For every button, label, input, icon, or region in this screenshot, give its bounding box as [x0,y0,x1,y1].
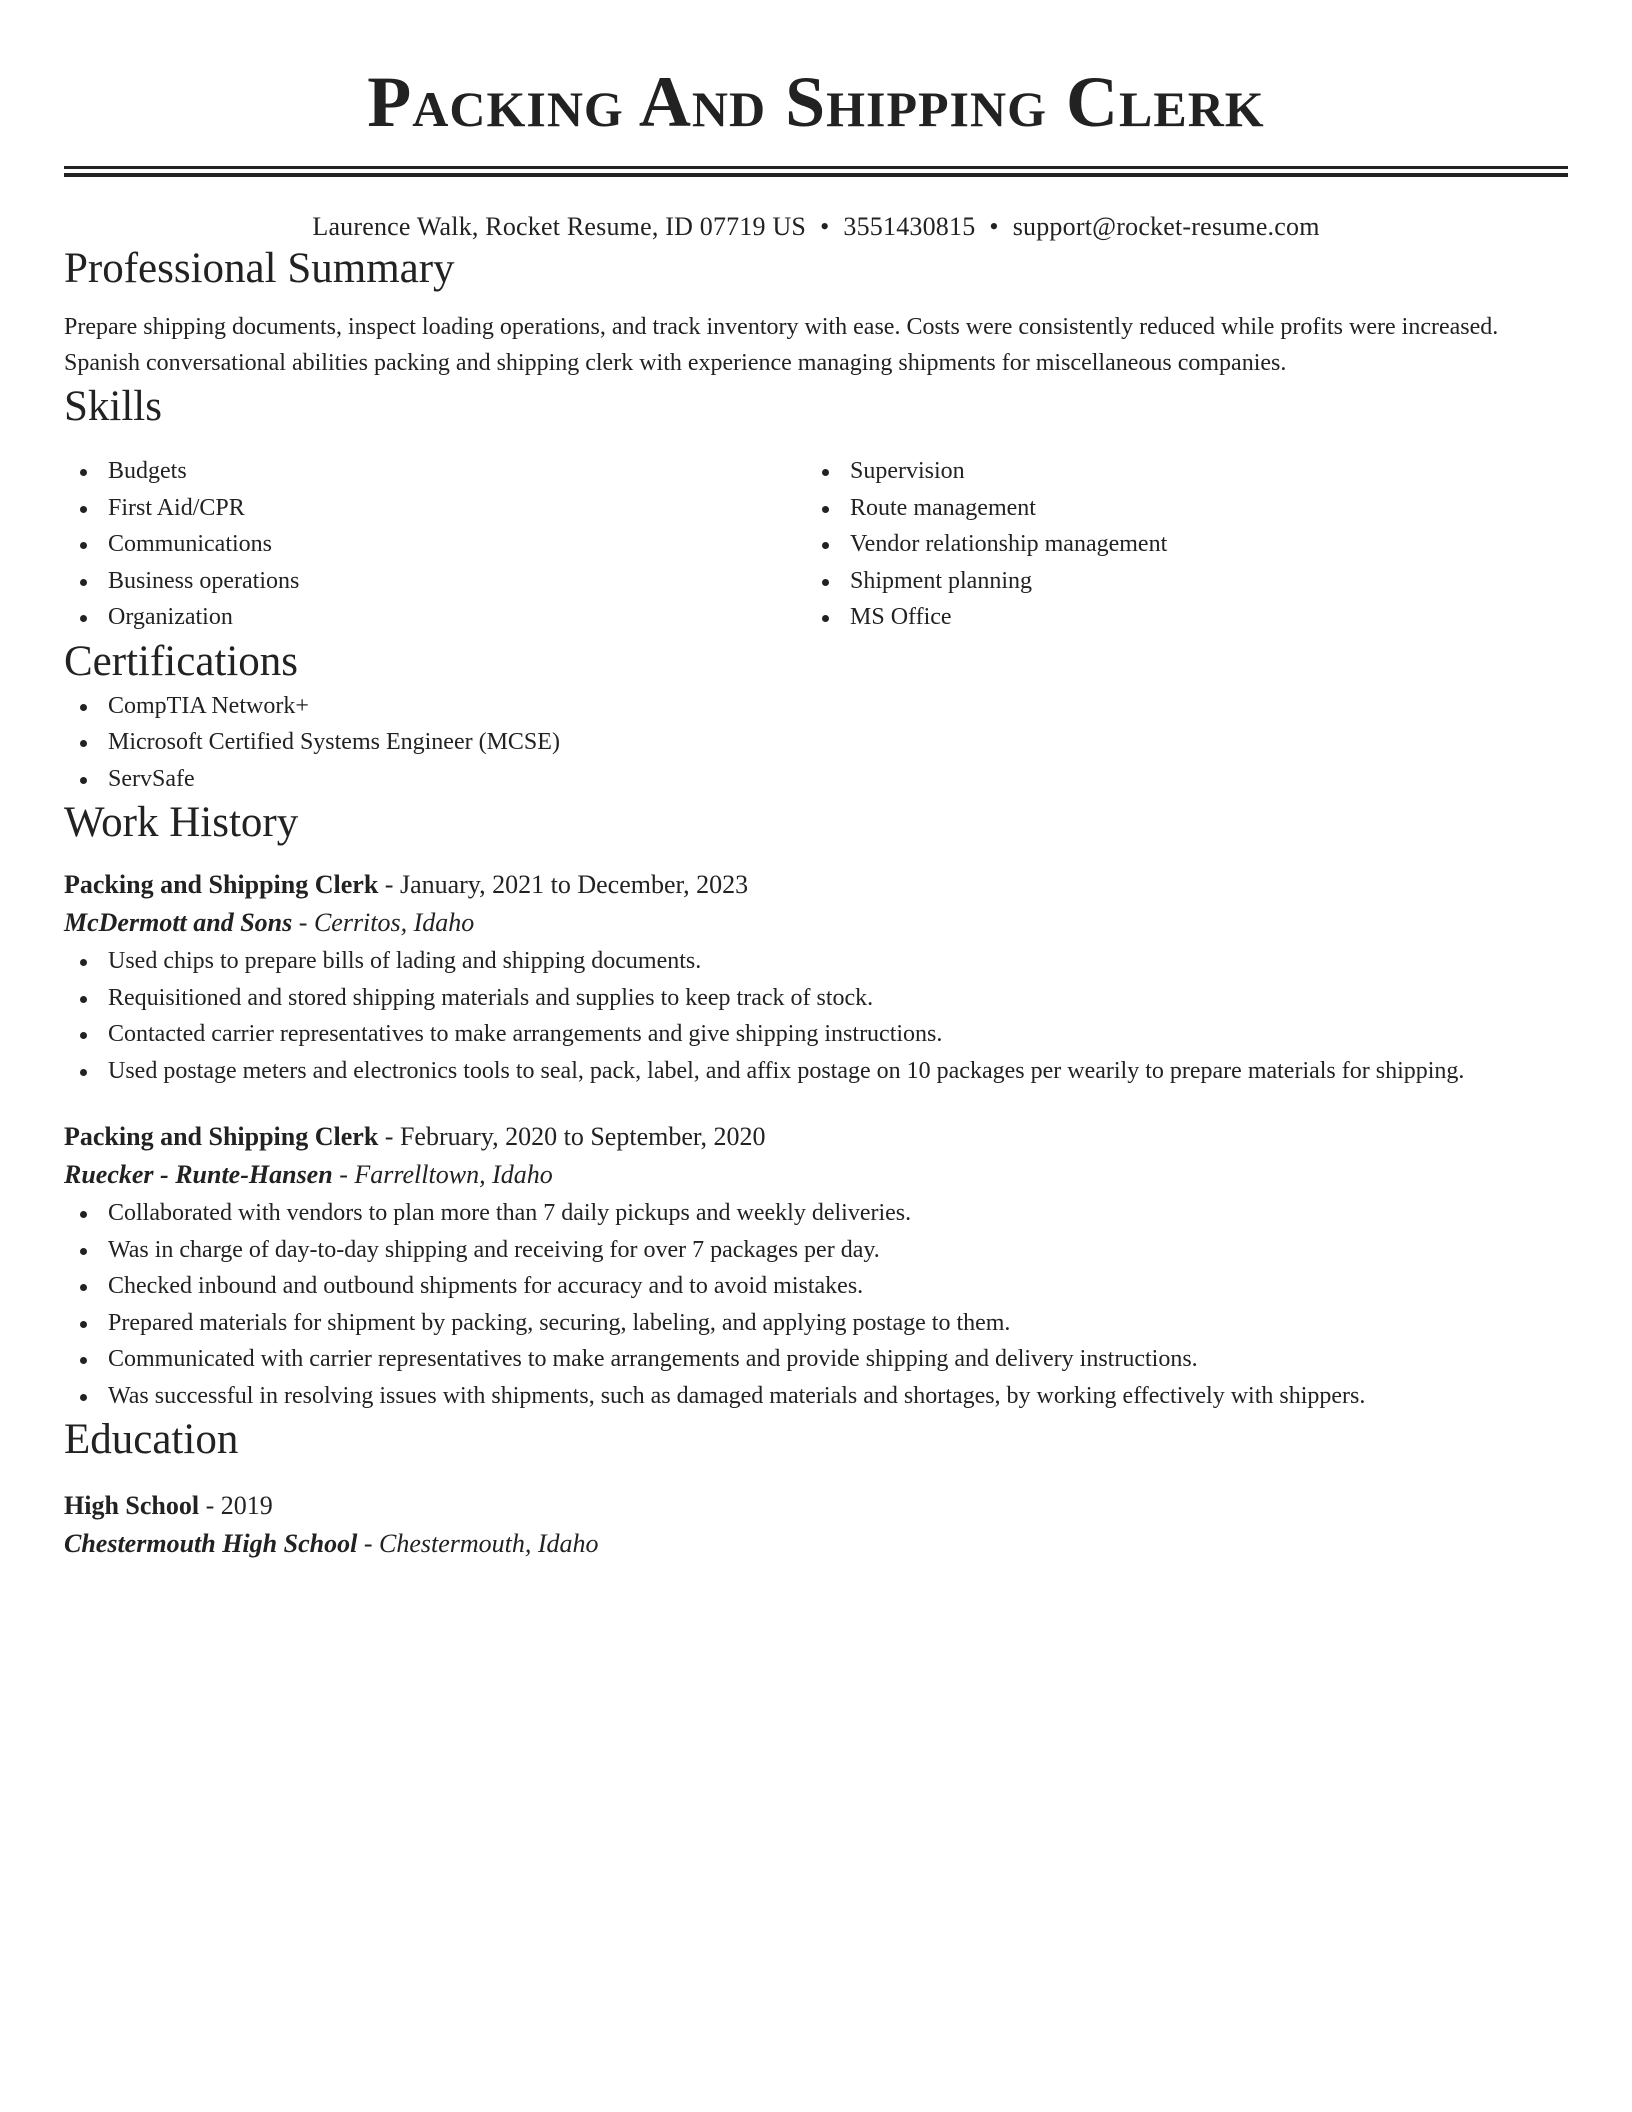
skill-item: Route management [806,490,1548,527]
job-dash: - [292,908,314,937]
job-bullet: Was in charge of day-to-day shipping and receiving for over 7 packages per day. [64,1232,1568,1269]
skills-list-left [64,453,806,636]
contact-separator: • [989,212,999,241]
job-company-line [64,903,1568,943]
certifications-list [64,688,1568,798]
skills-column-right [806,453,1548,636]
skill-item: Budgets [64,453,806,490]
job-bullets [64,943,1568,1089]
education-location: Chestermouth, Idaho [378,1529,599,1558]
job-header [64,1119,1568,1155]
skill-item: Vendor relationship management [806,526,1548,563]
job-bullet: Prepared materials for shipment by packing, securing, labeling, and applying postage to them. [64,1305,1568,1342]
education-header [64,1488,1568,1524]
education-degree: High School [64,1491,200,1520]
job-bullets [64,1195,1568,1414]
education-dash: - [199,1491,221,1520]
summary-text: Prepare shipping documents, inspect loading operations, and track inventory with ease. Costs were consistently reduced while profits were increased. Spanish conversational abilities packing and shipping clerk with experience managing shipments for miscellaneous companies. [64,314,1499,376]
job-bullet: Used postage meters and electronics tools to seal, pack, label, and affix postage on 10 packages per wearily to prepare materials for shipping. [64,1053,1568,1090]
job-location: Farrelltown, Idaho [354,1160,553,1189]
certification-item: Microsoft Certified Systems Engineer (MCSE) [64,724,1568,761]
skills-grid [64,453,1568,636]
job-bullet: Was successful in resolving issues with shipments, such as damaged materials and shortages, by working effectively with shippers. [64,1378,1568,1415]
job-bullet: Contacted carrier representatives to make arrangements and give shipping instructions. [64,1016,1568,1053]
certifications-heading: Certifications [64,637,299,685]
skill-item: Business operations [64,563,806,600]
job-role: Packing and Shipping Clerk [64,1122,379,1151]
job-location: Cerritos, Idaho [313,908,475,937]
skill-item: MS Office [806,599,1548,636]
education-heading: Education [64,1416,239,1463]
skill-item: First Aid/CPR [64,490,806,527]
skill-item: Organization [64,599,806,636]
contact-line [64,211,1568,243]
job-dash: - [378,1122,400,1151]
certification-item: CompTIA Network+ [64,688,1568,725]
job-company: Ruecker - Runte-Hansen [64,1160,333,1189]
job-dates: January, 2021 to December, 2023 [399,870,749,899]
contact-address: Laurence Walk, Rocket Resume, ID 07719 US [312,212,807,241]
skill-item: Supervision [806,453,1548,490]
contact-email: support@rocket-resume.com [1012,212,1320,241]
job-bullet: Collaborated with vendors to plan more than 7 daily pickups and weekly deliveries. [64,1195,1568,1232]
education-dash: - [357,1529,379,1558]
job-role: Packing and Shipping Clerk [64,870,379,899]
job-bullet: Communicated with carrier representatives to make arrangements and provide shipping and delivery instructions. [64,1341,1568,1378]
skill-item: Communications [64,526,806,563]
job-dash: - [332,1160,355,1189]
work-history-heading: Work History [64,799,299,846]
job-dates: February, 2020 to September, 2020 [399,1122,766,1151]
job-bullet: Requisitioned and stored shipping materials and supplies to keep track of stock. [64,980,1568,1017]
contact-separator: • [820,212,830,241]
job-dash: - [378,870,400,899]
education-year: 2019 [220,1491,273,1520]
job-header [64,867,1568,903]
title-double-rule [64,166,1568,177]
job-bullet: Used chips to prepare bills of lading and shipping documents. [64,943,1568,980]
job-company: McDermott and Sons [64,908,293,937]
job-company-line [64,1155,1568,1195]
job-entry [64,867,1568,1089]
contact-phone: 3551430815 [843,212,976,241]
education-school-line [64,1524,1568,1564]
summary-heading: Professional Summary [64,245,455,292]
education-school: Chestermouth High School [64,1529,358,1558]
skills-heading: Skills [64,383,162,430]
resume-title: Packing And Shipping Clerk [367,62,1265,142]
skills-list-right [806,453,1548,636]
certification-item: ServSafe [64,761,1568,798]
skill-item: Shipment planning [806,563,1548,600]
job-bullet: Checked inbound and outbound shipments for accuracy and to avoid mistakes. [64,1268,1568,1305]
skills-column-left [64,453,806,636]
job-entry [64,1119,1568,1414]
